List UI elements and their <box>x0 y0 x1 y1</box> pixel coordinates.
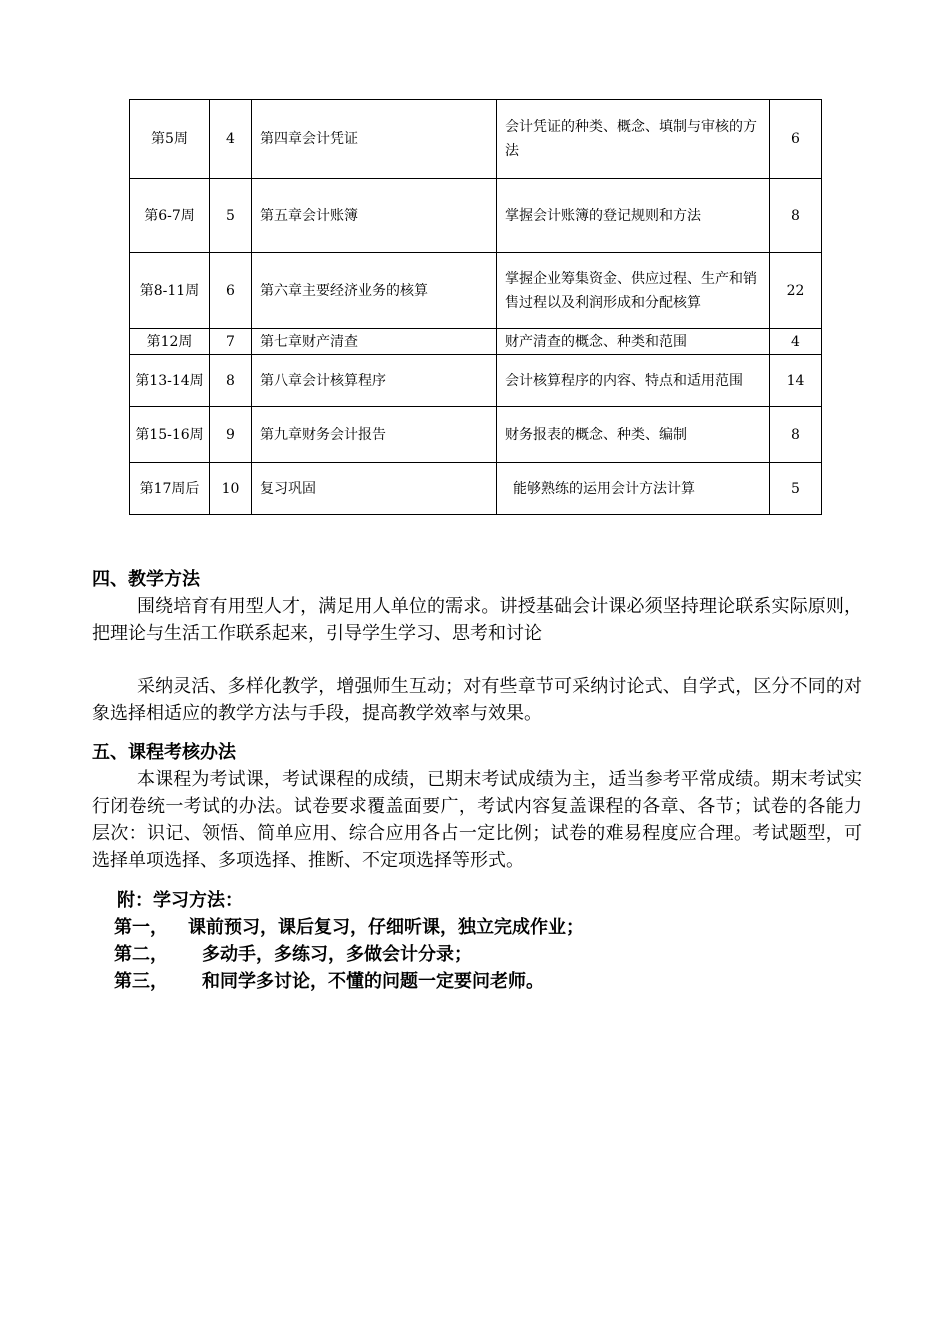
content-cell: 能够熟练的运用会计方法计算 <box>497 463 770 515</box>
table-row <box>130 253 822 329</box>
hours-cell: 8 <box>770 179 822 253</box>
content-cell: 会计凭证的种类、概念、填制与审核的方法 <box>497 100 770 179</box>
list-item-text: 多动手，多练习，多做会计分录； <box>202 944 472 965</box>
hours-cell: 22 <box>770 253 822 329</box>
week-cell: 第6-7周 <box>130 179 210 253</box>
week-cell: 第15-16周 <box>130 407 210 463</box>
hours-cell: 4 <box>770 329 822 355</box>
list-item <box>92 914 862 941</box>
list-item <box>92 968 862 995</box>
chapter-cell: 第九章财务会计报告 <box>252 407 497 463</box>
chapter-cell: 第七章财产清查 <box>252 329 497 355</box>
course-schedule-table <box>129 99 822 515</box>
study-methods <box>92 887 862 995</box>
table-row <box>130 463 822 515</box>
table-row <box>130 355 822 407</box>
list-item-label: 第一， <box>114 917 168 938</box>
week-cell: 第5周 <box>130 100 210 179</box>
order-cell: 4 <box>210 100 252 179</box>
list-item-label: 第三， <box>114 971 168 992</box>
hours-cell: 5 <box>770 463 822 515</box>
content-cell: 掌握会计账簿的登记规则和方法 <box>497 179 770 253</box>
table-row <box>130 329 822 355</box>
content-cell: 财务报表的概念、种类、编制 <box>497 407 770 463</box>
chapter-cell: 第六章主要经济业务的核算 <box>252 253 497 329</box>
week-cell: 第17周后 <box>130 463 210 515</box>
order-cell: 10 <box>210 463 252 515</box>
chapter-cell: 第五章会计账簿 <box>252 179 497 253</box>
paragraph: 围绕培育有用型人才，满足用人单位的需求。讲授基础会计课必须坚持理论联系实际原则，把理论与生活工作联系起来，引导学生学习、思考和讨论 <box>92 596 862 644</box>
hours-cell: 8 <box>770 407 822 463</box>
table-row <box>130 179 822 253</box>
section-title: 五、课程考核办法 <box>92 742 236 763</box>
order-cell: 8 <box>210 355 252 407</box>
hours-cell: 14 <box>770 355 822 407</box>
list-item-label: 第二， <box>114 944 168 965</box>
content-cell: 会计核算程序的内容、特点和适用范围 <box>497 355 770 407</box>
content-cell: 掌握企业筹集资金、供应过程、生产和销售过程以及利润形成和分配核算 <box>497 253 770 329</box>
week-cell: 第8-11周 <box>130 253 210 329</box>
study-methods-heading: 附：学习方法： <box>117 890 243 911</box>
table-row <box>130 100 822 179</box>
assessment-section <box>92 739 862 874</box>
content-cell: 财产清查的概念、种类和范围 <box>497 329 770 355</box>
week-cell: 第13-14周 <box>130 355 210 407</box>
list-item-text: 和同学多讨论，不懂的问题一定要问老师。 <box>202 971 544 992</box>
table-row <box>130 407 822 463</box>
order-cell: 5 <box>210 179 252 253</box>
order-cell: 6 <box>210 253 252 329</box>
order-cell: 7 <box>210 329 252 355</box>
chapter-cell: 第八章会计核算程序 <box>252 355 497 407</box>
order-cell: 9 <box>210 407 252 463</box>
list-item <box>92 941 862 968</box>
chapter-cell: 第四章会计凭证 <box>252 100 497 179</box>
teaching-method-section <box>92 566 862 727</box>
chapter-cell: 复习巩固 <box>252 463 497 515</box>
paragraph: 采纳灵活、多样化教学，增强师生互动；对有些章节可采纳讨论式、自学式，区分不同的对象选择相适应的教学方法与手段，提高教学效率与效果。 <box>92 676 862 724</box>
list-item-text: 课前预习，课后复习，仔细听课，独立完成作业； <box>188 917 584 938</box>
section-title: 四、教学方法 <box>92 569 200 590</box>
hours-cell: 6 <box>770 100 822 179</box>
week-cell: 第12周 <box>130 329 210 355</box>
paragraph: 本课程为考试课，考试课程的成绩，已期末考试成绩为主，适当参考平常成绩。期末考试实行闭卷统一考试的办法。试卷要求覆盖面要广，考试内容复盖课程的各章、各节；试卷的各能力层次：识记、领悟、简单应用、综合应用各占一定比例；试卷的难易程度应合理。考试题型，可选择单项选择、多项选择、推断、不定项选择等形式。 <box>92 769 862 871</box>
